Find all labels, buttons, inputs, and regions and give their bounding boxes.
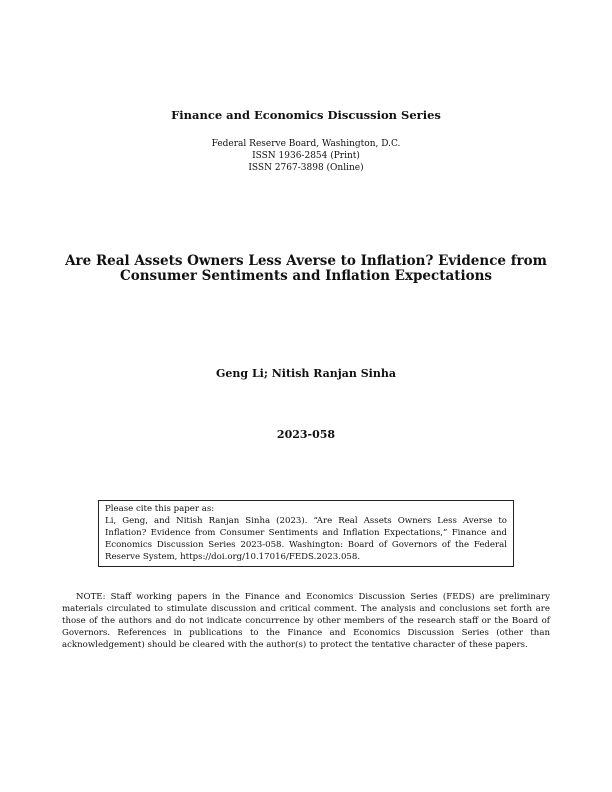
publisher-line-issn-print: ISSN 1936-2854 (Print) [252, 151, 360, 161]
staff-paper-note: NOTE: Staff working papers in the Finance and Economics Discussion Series (FEDS) are preliminary materials circulated to stimulate discussion and critical comment. The analysis and conclusions set forth are those of the authors and do not indicate concurrence by other members of the research staff or the Board of Governors. References in publications to the Finance and Economics Discussion Series (other than acknowledgement) should be cleared with the author(s) to protect the tentative character of these papers. [62, 592, 550, 650]
publisher-line-board: Federal Reserve Board, Washington, D.C. [211, 139, 401, 149]
publisher-info [0, 138, 612, 174]
citation-heading: Please cite this paper as: [105, 504, 215, 514]
paper-authors: Geng Li; Nitish Ranjan Sinha [216, 367, 396, 380]
publisher-line-issn-online: ISSN 2767-3898 (Online) [248, 163, 364, 173]
citation-box [98, 500, 514, 567]
paper-number: 2023-058 [276, 428, 336, 441]
series-title: Finance and Economics Discussion Series [171, 108, 441, 122]
paper-title: Are Real Assets Owners Less Averse to Inflation? Evidence from Consumer Sentiments and Inflation Expectations [65, 253, 547, 284]
citation-text: Li, Geng, and Nitish Ranjan Sinha (2023). “Are Real Assets Owners Less Averse to Inflation? Evidence from Consumer Sentiments and Inflation Expectations,” Finance and Economics Discussion Series 2023-058. Washington: Board of Governors of the Federal Reserve System, https://doi.org/10.17016/FEDS.2023.058. [105, 516, 507, 562]
